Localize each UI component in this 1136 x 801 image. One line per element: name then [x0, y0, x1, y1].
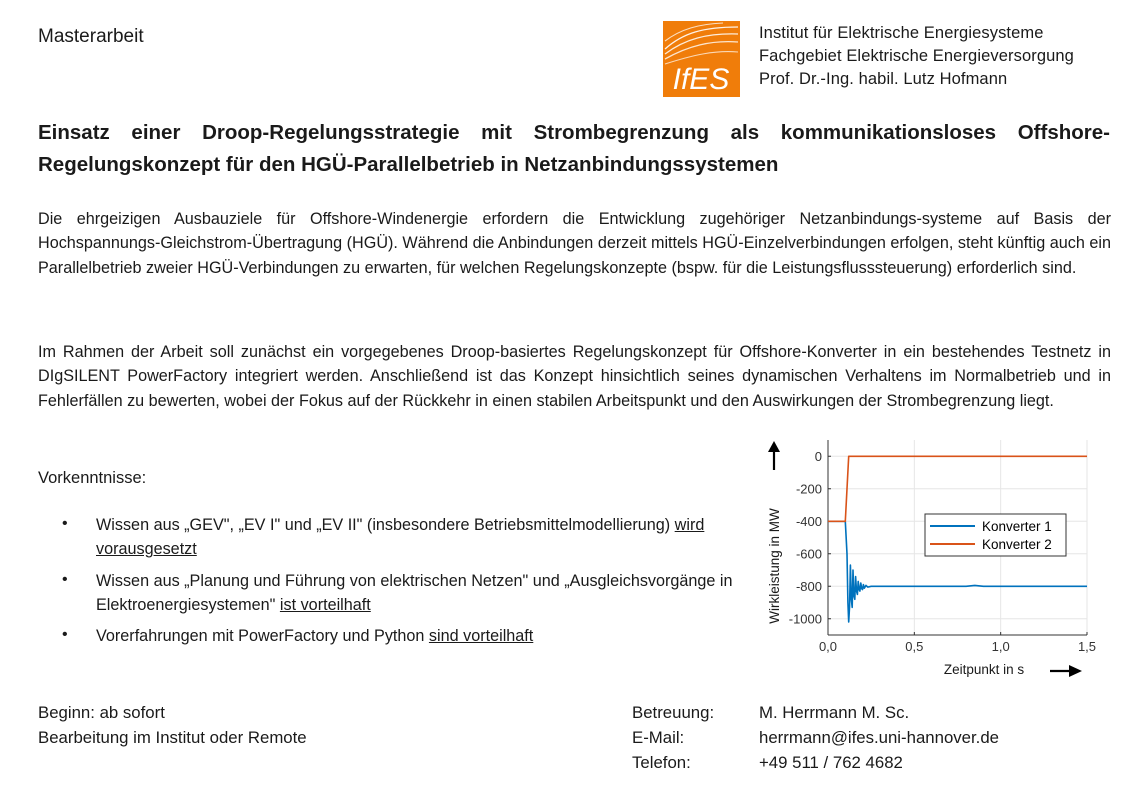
power-chart: [762, 440, 1097, 685]
task-paragraph: Im Rahmen der Arbeit soll zunächst ein vorgegebenes Droop-basiertes Regelungskonzept für Offshore-Konverter in ein bestehendes Testnetz in DIgSILENT PowerFactory integriert werden. Anschließend ist das Konzept hinsichtlich seines dynamischen Verhaltens im Normalbetrieb und in Fehlerfällen zu bewerten, wobei der Fokus auf der Rückkehr in einen stabilen Arbeitspunkt und den Auswirkungen der Strombegrenzung liegt.: [38, 343, 1111, 410]
power-chart-svg: [762, 440, 1097, 685]
prerequisite-text: Vorerfahrungen mit PowerFactory und Python: [96, 627, 425, 646]
x-axis-label: Zeitpunkt in s: [943, 662, 1025, 677]
intro-paragraph: Die ehrgeizigen Ausbauziele für Offshore-Windenergie erfordern die Entwicklung zugehöriger Netzanbindungs-systeme auf Basis der Hochspannungs-Gleichstrom-Übertragung (HGÜ). Während die Anbindungen derzeit mittels HGÜ-Einzelverbindungen erfolgen, steht künftig auch ein Parallelbetrieb zweier HGÜ-Verbindungen zu erwarten, für welchen Regelungskonzepte (bspw. für die Leistungsflusssteuerung) erforderlich sind.: [38, 210, 1111, 277]
y-tick-label: -800: [795, 578, 822, 594]
start-date: Beginn: ab sofort: [38, 703, 165, 722]
prerequisite-requirement: wird vorausgesetzt: [96, 516, 705, 559]
prerequisite-requirement: ist vorteilhaft: [279, 595, 371, 614]
y-tick-label: -200: [795, 481, 822, 497]
phone-value[interactable]: +49 511 / 762 4682: [759, 753, 903, 772]
contact-block: [632, 700, 999, 775]
contact-label: Betreuung:: [632, 703, 715, 722]
x-tick-label: 1,5: [1077, 639, 1097, 654]
prerequisites-list: [60, 513, 750, 655]
work-location: Bearbeitung im Institut oder Remote: [38, 728, 307, 747]
prerequisite-text: Wissen aus „GEV", „EV I" und „EV II" (insbesondere Betriebsmittelmodellierung): [96, 516, 671, 534]
contact-label: E-Mail:: [632, 728, 685, 747]
ifes-logo: [663, 21, 740, 97]
prerequisite-item: [60, 569, 750, 618]
contact-row: [632, 750, 999, 775]
department-name: Fachgebiet Elektrische Energieversorgung: [759, 47, 1074, 65]
legend-label: Konverter 2: [982, 537, 1052, 552]
legend-label: Konverter 1: [982, 519, 1052, 534]
document-type: Masterarbeit: [38, 26, 144, 47]
prerequisite-item: [60, 624, 750, 648]
x-tick-label: 1,0: [991, 639, 1010, 654]
y-tick-label: -600: [795, 546, 822, 562]
contact-row: [632, 725, 999, 750]
institute-name: Institut für Elektrische Energiesysteme: [759, 24, 1044, 42]
y-tick-label: -1000: [788, 611, 822, 627]
x-tick-label: 0,5: [905, 639, 924, 654]
prerequisite-requirement: sind vorteilhaft: [428, 627, 534, 646]
y-axis-label: Wirkleistung in MW: [767, 508, 782, 624]
x-arrow-head: [1069, 665, 1082, 677]
y-tick-label: -400: [795, 513, 822, 529]
footer-info: [38, 700, 307, 750]
prerequisite-item: [60, 513, 750, 562]
bullet-icon: •: [62, 515, 68, 532]
institute-info: [759, 22, 1074, 91]
bullet-icon: •: [62, 626, 68, 644]
bullet-icon: •: [62, 570, 68, 588]
x-tick-label: 0,0: [818, 639, 838, 654]
prerequisite-text: Wissen aus „Planung und Führung von elektrischen Netzen" und „Ausgleichsvorgänge in Elektroenergiesystemen": [96, 571, 733, 614]
y-tick-label: 0: [814, 448, 822, 464]
prerequisites-label: Vorkenntnisse:: [38, 469, 147, 487]
y-arrow-head: [768, 441, 780, 452]
contact-label: Telefon:: [632, 753, 691, 772]
supervisor-name: M. Herrmann M. Sc.: [759, 703, 910, 722]
professor-name: Prof. Dr.-Ing. habil. Lutz Hofmann: [759, 70, 1008, 88]
thesis-title: Einsatz einer Droop-Regelungsstrategie mit Strombegrenzung als kommunikationsloses Offshore-Regelungskonzept für den HGÜ-Parallelbetrieb in Netzanbindungssystemen: [38, 121, 1110, 176]
email-value[interactable]: herrmann@ifes.uni-hannover.de: [759, 728, 999, 747]
logo-text: IfES: [672, 63, 730, 96]
contact-row: [632, 700, 999, 725]
